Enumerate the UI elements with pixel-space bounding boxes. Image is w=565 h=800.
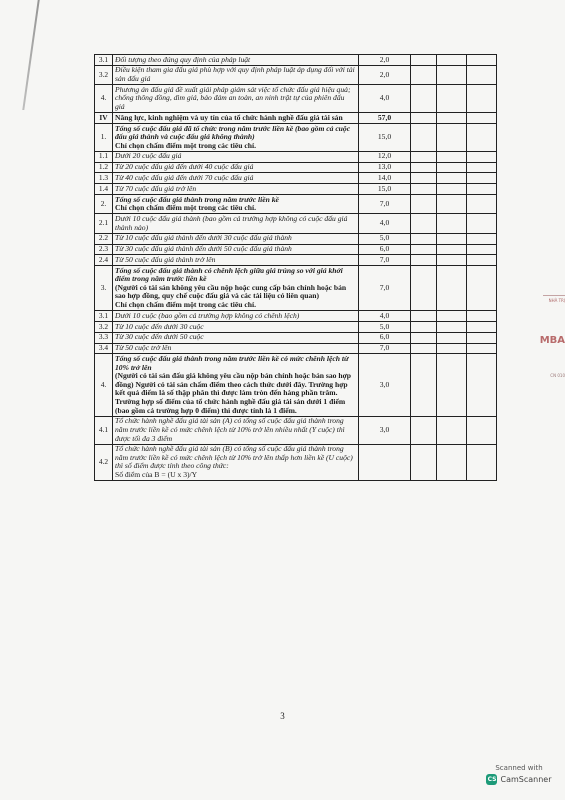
row-content: [113, 444, 359, 481]
empty-score-cell: [467, 416, 497, 444]
camscanner-brand: [474, 774, 564, 785]
row-score: 7,0: [359, 195, 411, 214]
empty-score-cell: [437, 214, 467, 233]
empty-score-cell: [437, 184, 467, 195]
table-row: [95, 184, 497, 195]
empty-score-cell: [411, 233, 437, 244]
empty-score-cell: [411, 65, 437, 84]
row-score: 15,0: [359, 184, 411, 195]
row-number: 2.: [95, 195, 113, 214]
row-number: 4.: [95, 85, 113, 113]
empty-score-cell: [467, 55, 497, 66]
row-score: 12,0: [359, 151, 411, 162]
row-content: [113, 255, 359, 266]
row-content-text: Tổng số cuộc đấu giá thành có chênh lệch giữa giá trúng so với giá khởi điểm trong năm trước liền kề: [115, 265, 343, 284]
row-content-text: Từ 70 cuộc đấu giá trở lên: [115, 183, 197, 193]
row-content-note: (Người có tài sản đấu giá không yêu cầu nộp bản chính hoặc bản sao hợp đồng) Người có tài sản chấm điểm theo cách thức dưới đây. Trường hợp kết quả điểm là số thập phân thì được làm tròn đến hàng phần trăm. Trường hợp số điểm của tổ chức hành nghề đấu giá tài sản dưới 1 điểm (bao gồm cả trường hợp 0 điểm) thì được tính là 1 điểm.: [115, 371, 351, 415]
camscanner-badge: [474, 764, 564, 798]
scanned-with-label: Scanned with: [495, 764, 543, 772]
row-number: 1.1: [95, 151, 113, 162]
row-score: 6,0: [359, 332, 411, 343]
row-number: 2.4: [95, 255, 113, 266]
row-content: [113, 311, 359, 322]
row-number: 2.3: [95, 244, 113, 255]
table-row: [95, 444, 497, 481]
empty-score-cell: [467, 266, 497, 311]
table-row: [95, 55, 497, 66]
row-content: [113, 354, 359, 416]
empty-score-cell: [467, 255, 497, 266]
row-content-text: Tổng số cuộc đấu giá thành trong năm trước liền kề có mức chênh lệch từ 10% trở lên: [115, 353, 349, 372]
row-content: [113, 55, 359, 66]
row-number: 3.1: [95, 55, 113, 66]
row-content-note: Chỉ chọn chấm điểm một trong các tiêu chí.: [115, 203, 256, 213]
empty-score-cell: [467, 173, 497, 184]
row-content-text: Tổng số cuộc đấu giá thành trong năm trước liền kề: [115, 194, 279, 204]
empty-score-cell: [437, 343, 467, 354]
row-content-text: Tổ chức hành nghề đấu giá tài sản (A) có tổng số cuộc đấu giá thành trong năm trước liền kề có mức chênh lệch từ 10% trở lên nhiều nhất (Y cuộc) thì được tối đa 3 điểm: [115, 416, 345, 443]
empty-score-cell: [437, 354, 467, 416]
empty-score-cell: [411, 244, 437, 255]
scoring-table: [94, 54, 497, 481]
table-row: [95, 151, 497, 162]
row-content-text: Năng lực, kinh nghiệm và uy tín của tổ chức hành nghề đấu giá tài sản: [115, 112, 343, 122]
empty-score-cell: [411, 184, 437, 195]
table-row: [95, 173, 497, 184]
row-score: 3,0: [359, 354, 411, 416]
row-score: 5,0: [359, 322, 411, 333]
empty-score-cell: [437, 173, 467, 184]
empty-score-cell: [437, 255, 467, 266]
row-content: [113, 184, 359, 195]
empty-score-cell: [411, 416, 437, 444]
row-content-text: Từ 10 cuộc đến dưới 30 cuộc: [115, 321, 204, 331]
row-score: 7,0: [359, 255, 411, 266]
table-row: [95, 416, 497, 444]
row-content-text: Dưới 20 cuộc đấu giá: [115, 151, 182, 161]
row-content-note: Chỉ chọn chấm điểm một trong các tiêu chí.: [115, 300, 256, 310]
row-number: 1.: [95, 123, 113, 151]
empty-score-cell: [437, 113, 467, 124]
empty-score-cell: [437, 416, 467, 444]
empty-score-cell: [437, 65, 467, 84]
row-content-text: Dưới 10 cuộc đấu giá thành (bao gồm cả trường hợp không có cuộc đấu giá thành nào): [115, 213, 348, 232]
empty-score-cell: [437, 162, 467, 173]
row-content-text: Từ 30 cuộc đấu giá thành đến dưới 50 cuộc đấu giá thành: [115, 244, 292, 254]
table-row: [95, 162, 497, 173]
row-score: 15,0: [359, 123, 411, 151]
table-row: [95, 123, 497, 151]
table-row: [95, 233, 497, 244]
table-row: [95, 255, 497, 266]
table-row: [95, 85, 497, 113]
row-content: [113, 266, 359, 311]
row-number: 1.3: [95, 173, 113, 184]
empty-score-cell: [467, 343, 497, 354]
row-number: 4.2: [95, 444, 113, 481]
empty-score-cell: [411, 322, 437, 333]
empty-score-cell: [437, 311, 467, 322]
empty-score-cell: [467, 123, 497, 151]
empty-score-cell: [467, 233, 497, 244]
page-number: 3: [280, 711, 285, 721]
row-content-note: Chỉ chọn chấm điểm một trong các tiêu chí.: [115, 140, 256, 150]
side-stamp-line3: CN 010: [550, 373, 565, 378]
row-score: 4,0: [359, 311, 411, 322]
row-score: 2,0: [359, 55, 411, 66]
row-content-note: (Người có tài sản không yêu cầu nộp hoặc cung cấp bản chính hoặc bản sao hợp đồng, quy chế cuộc đấu giá và các tài liệu có liên quan): [115, 282, 347, 301]
empty-score-cell: [411, 195, 437, 214]
empty-score-cell: [437, 151, 467, 162]
row-number: 1.2: [95, 162, 113, 173]
row-number: 3.4: [95, 343, 113, 354]
row-number: IV: [95, 113, 113, 124]
row-score: 57,0: [359, 113, 411, 124]
row-number: 3.2: [95, 65, 113, 84]
camscanner-logo-icon: CS: [487, 776, 497, 783]
row-content-text: Từ 10 cuộc đấu giá thành đến dưới 30 cuộc đấu giá thành: [115, 233, 292, 243]
empty-score-cell: [437, 244, 467, 255]
scan-edge-line: [22, 0, 39, 110]
empty-score-cell: [411, 444, 437, 481]
table-row: [95, 65, 497, 84]
row-content-text: Đối tượng theo đúng quy định của pháp luật: [115, 54, 251, 64]
row-content: [113, 85, 359, 113]
camscanner-brand-label: CamScanner: [500, 775, 552, 784]
empty-score-cell: [467, 214, 497, 233]
empty-score-cell: [467, 85, 497, 113]
empty-score-cell: [437, 322, 467, 333]
row-content-text: Dưới 10 cuộc (bao gồm cả trường hợp không có chênh lệch): [115, 310, 300, 320]
empty-score-cell: [437, 444, 467, 481]
row-number: 3.: [95, 266, 113, 311]
row-score: 13,0: [359, 162, 411, 173]
empty-score-cell: [411, 255, 437, 266]
row-content: [113, 173, 359, 184]
side-stamp-line2: MBA: [539, 335, 565, 346]
empty-score-cell: [437, 266, 467, 311]
row-score: 3,0: [359, 416, 411, 444]
table-row: [95, 195, 497, 214]
empty-score-cell: [467, 151, 497, 162]
row-number: 3.3: [95, 332, 113, 343]
row-content: [113, 113, 359, 124]
table-row: [95, 343, 497, 354]
row-score: 7,0: [359, 343, 411, 354]
table-row: [95, 354, 497, 416]
row-number: 2.2: [95, 233, 113, 244]
row-number: 3.1: [95, 311, 113, 322]
empty-score-cell: [437, 85, 467, 113]
empty-score-cell: [411, 214, 437, 233]
table-row: [95, 113, 497, 124]
row-content-text: Từ 20 cuộc đấu giá đến dưới 40 cuộc đấu giá: [115, 162, 254, 172]
row-content-note: Số điểm của B = (U x 3)/Y: [115, 470, 198, 480]
row-content: [113, 322, 359, 333]
empty-score-cell: [411, 162, 437, 173]
row-content-text: Phương án đấu giá đề xuất giải pháp giám sát việc tổ chức đấu giá hiệu quả; chống thông đồng, dìm giá, bảo đảm an toàn, an ninh trật tự của phiên đấu giá: [115, 84, 351, 111]
empty-score-cell: [467, 332, 497, 343]
empty-score-cell: [467, 184, 497, 195]
empty-score-cell: [411, 151, 437, 162]
empty-score-cell: [467, 354, 497, 416]
row-content: [113, 195, 359, 214]
table-row: [95, 244, 497, 255]
empty-score-cell: [411, 266, 437, 311]
row-score: 2,0: [359, 65, 411, 84]
row-content: [113, 151, 359, 162]
empty-score-cell: [467, 65, 497, 84]
empty-score-cell: [411, 113, 437, 124]
row-content: [113, 162, 359, 173]
row-score: 7,0: [359, 266, 411, 311]
row-content: [113, 65, 359, 84]
empty-score-cell: [437, 195, 467, 214]
side-stamp-line1: NHÀ TRỊ: [543, 295, 565, 312]
side-stamp: [539, 295, 565, 390]
row-score: 4,0: [359, 85, 411, 113]
row-number: 1.4: [95, 184, 113, 195]
row-content: [113, 214, 359, 233]
empty-score-cell: [411, 343, 437, 354]
row-number: 3.2: [95, 322, 113, 333]
empty-score-cell: [411, 173, 437, 184]
empty-score-cell: [437, 55, 467, 66]
row-content-text: Từ 40 cuộc đấu giá đến dưới 70 cuộc đấu giá: [115, 173, 254, 183]
empty-score-cell: [411, 123, 437, 151]
row-content-text: Tổ chức hành nghề đấu giá tài sản (B) có tổng số cuộc đấu giá thành trong năm trước liền kề có mức chênh lệch từ 10% trở lên thấp hơn liền kề (U cuộc) thì số điểm được tính theo công thức:: [115, 444, 353, 471]
row-score: 14,0: [359, 173, 411, 184]
empty-score-cell: [467, 195, 497, 214]
row-content-text: Từ 50 cuộc đấu giá thành trở lên: [115, 254, 216, 264]
row-score: 5,0: [359, 233, 411, 244]
empty-score-cell: [411, 85, 437, 113]
table-row: [95, 332, 497, 343]
row-content: [113, 416, 359, 444]
row-number: 4.: [95, 354, 113, 416]
row-number: 4.1: [95, 416, 113, 444]
row-content: [113, 123, 359, 151]
empty-score-cell: [411, 311, 437, 322]
row-content: [113, 343, 359, 354]
row-score: 4,0: [359, 214, 411, 233]
empty-score-cell: [467, 113, 497, 124]
empty-score-cell: [437, 123, 467, 151]
table-row: [95, 214, 497, 233]
row-content: [113, 244, 359, 255]
row-content-text: Tổng số cuộc đấu giá đã tổ chức trong năm trước liền kề (bao gồm cả cuộc đấu giá thành và cuộc đấu giá không thành): [115, 123, 351, 142]
scoring-table-body: [95, 55, 497, 481]
row-content-text: Từ 50 cuộc trở lên: [115, 343, 172, 353]
row-content-text: Từ 30 cuộc đến dưới 50 cuộc: [115, 332, 204, 342]
row-content: [113, 233, 359, 244]
empty-score-cell: [437, 332, 467, 343]
empty-score-cell: [411, 55, 437, 66]
row-score: [359, 444, 411, 481]
empty-score-cell: [467, 244, 497, 255]
empty-score-cell: [411, 332, 437, 343]
empty-score-cell: [467, 162, 497, 173]
table-row: [95, 311, 497, 322]
table-row: [95, 266, 497, 311]
row-number: 2.1: [95, 214, 113, 233]
row-content: [113, 332, 359, 343]
empty-score-cell: [467, 322, 497, 333]
row-score: 6,0: [359, 244, 411, 255]
empty-score-cell: [411, 354, 437, 416]
row-content-text: Điều kiện tham gia đấu giá phù hợp với quy định pháp luật áp dụng đối với tài sản đấu giá: [115, 65, 355, 83]
table-row: [95, 322, 497, 333]
empty-score-cell: [467, 311, 497, 322]
empty-score-cell: [437, 233, 467, 244]
empty-score-cell: [467, 444, 497, 481]
